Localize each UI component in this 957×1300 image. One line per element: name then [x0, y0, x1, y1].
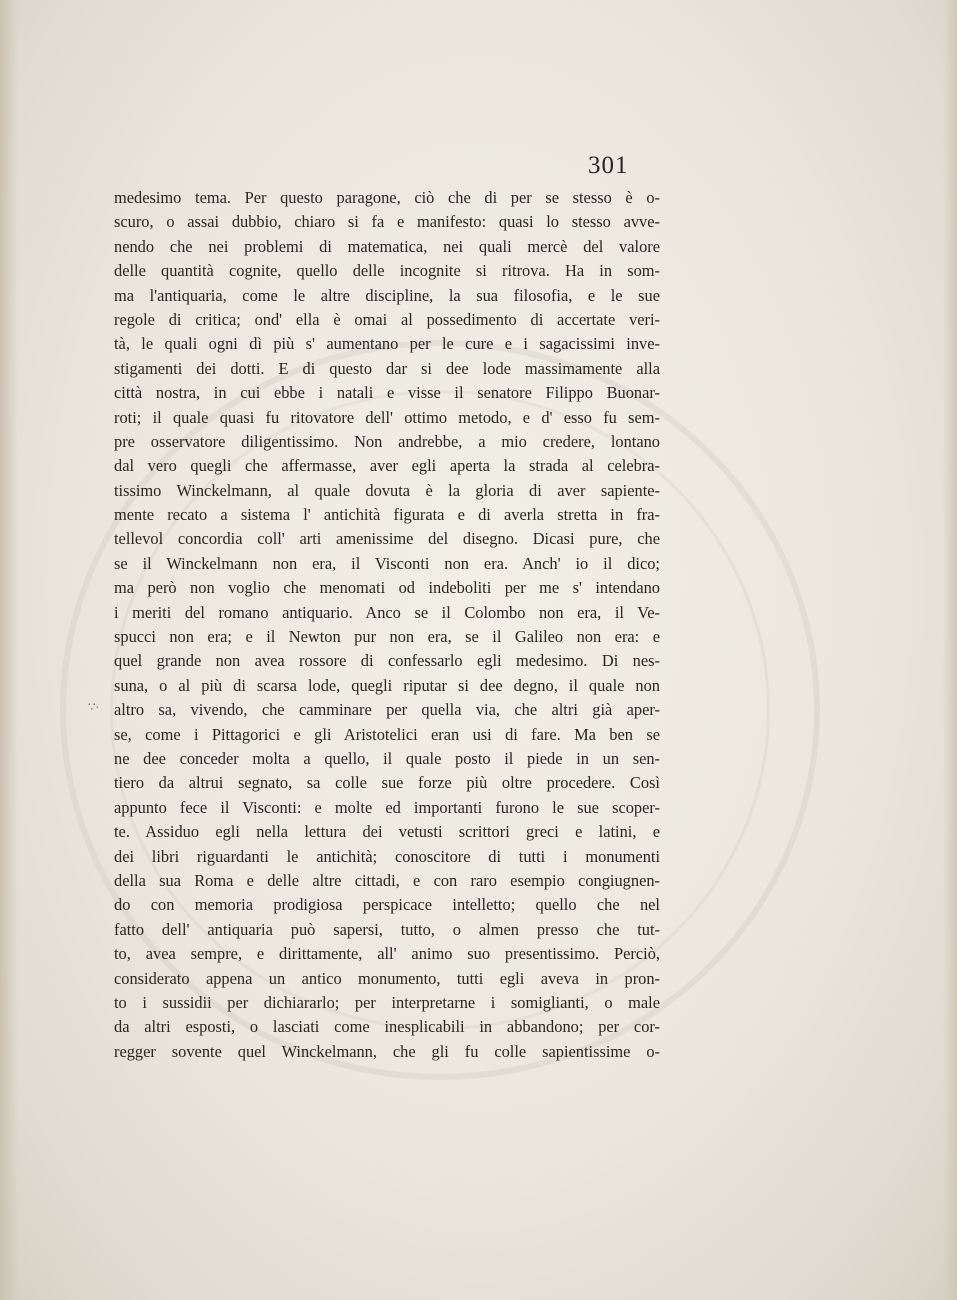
- text-line: spucci non era; e il Newton pur non era, se il Galileo non era: e: [114, 627, 660, 647]
- margin-mark: ∵∙: [88, 700, 99, 714]
- text-line: appunto fece il Visconti: e molte ed importanti furono le sue scoper-: [114, 797, 660, 817]
- text-line: medesimo tema. Per questo paragone, ciò che di per se stesso è o-: [114, 188, 660, 207]
- text-line: considerato appena un antico monumento, tutti egli aveva in pron-: [114, 968, 660, 988]
- text-line: pre osservatore diligentissimo. Non andrebbe, a mio credere, lontano: [114, 431, 660, 451]
- text-line: delle quantità cognite, quello delle incognite si ritrova. Ha in som-: [114, 261, 660, 281]
- text-line: do con memoria prodigiosa perspicace intelletto; quello che nel: [114, 895, 660, 915]
- text-line: nendo che nei problemi di matematica, nei quali mercè del valore: [114, 236, 660, 256]
- text-line: tissimo Winckelmann, al quale dovuta è la gloria di aver sapiente-: [114, 480, 660, 500]
- text-line: della sua Roma e delle altre cittadi, e con raro esempio congiugnen-: [114, 870, 660, 890]
- text-line: tà, le quali ogni dì più s' aumentano per le cure e i sagacissimi inve-: [114, 334, 660, 354]
- text-line: ma però non voglio che menomati od indeboliti per me s' intendano: [114, 578, 660, 598]
- text-line: scuro, o assai dubbio, chiaro si fa e manifesto: quasi lo stesso avve-: [114, 212, 660, 232]
- text-line: te. Assiduo egli nella lettura dei vetusti scrittori greci e latini, e: [114, 822, 660, 842]
- text-line: altro sa, vivendo, che camminare per quella via, che altri già aper-: [114, 700, 660, 720]
- text-line: stigamenti dei dotti. E di questo dar si dee lode massimamente alla: [114, 358, 660, 378]
- page-edge-shadow-right: [943, 0, 957, 1300]
- text-line: dei libri riguardanti le antichità; conoscitore di tutti i monumenti: [114, 846, 660, 866]
- text-line: regger sovente quel Winckelmann, che gli fu colle sapientissime o-: [114, 1041, 660, 1061]
- text-line: ne dee conceder molta a quello, il quale posto il piede in un sen-: [114, 748, 660, 768]
- text-line: dal vero quegli che affermasse, aver egli aperta la strada al celebra-: [114, 456, 660, 476]
- text-line: tiero da altrui segnato, sa colle sue forze più oltre procedere. Così: [114, 773, 660, 793]
- text-line: regole di critica; ond' ella è omai al possedimento di accertate veri-: [114, 309, 660, 329]
- text-line: se, come i Pittagorici e gli Aristotelici eran usi di fare. Ma ben se: [114, 724, 660, 744]
- text-line: da altri esposti, o lasciati come inesplicabili in abbandono; per cor-: [114, 1017, 660, 1037]
- text-line: fatto dell' antiquaria può sapersi, tutto, o almen presso che tut-: [114, 919, 660, 939]
- page-edge-shadow-left: [0, 0, 18, 1300]
- text-line: suna, o al più di scarsa lode, quegli riputar si dee degno, il quale non: [114, 675, 660, 695]
- text-line: ma l'antiquaria, come le altre discipline, la sua filosofia, e le sue: [114, 285, 660, 305]
- text-line: tellevol concordia coll' arti amenissime del disegno. Dicasi pure, che: [114, 529, 660, 549]
- text-line: città nostra, in cui ebbe i natali e visse il senatore Filippo Buonar-: [114, 383, 660, 403]
- text-line: to i sussidii per dichiararlo; per interpretarne i somiglianti, o male: [114, 992, 660, 1012]
- text-line: mente recato a sistema l' antichità figurata e di averla stretta in fra-: [114, 505, 660, 525]
- page-number: 301: [588, 152, 629, 179]
- text-line: to, avea sempre, e dirittamente, all' animo suo presentissimo. Perciò,: [114, 944, 660, 964]
- text-line: roti; il quale quasi fu ritovatore dell' ottimo metodo, e d' esso fu sem-: [114, 407, 660, 427]
- text-line: quel grande non avea rossore di confessarlo egli medesimo. Di nes-: [114, 651, 660, 671]
- text-line: i meriti del romano antiquario. Anco se il Colombo non era, il Ve-: [114, 602, 660, 622]
- text-line: se il Winckelmann non era, il Visconti non era. Anch' io il dico;: [114, 553, 660, 573]
- body-text: [114, 186, 660, 1064]
